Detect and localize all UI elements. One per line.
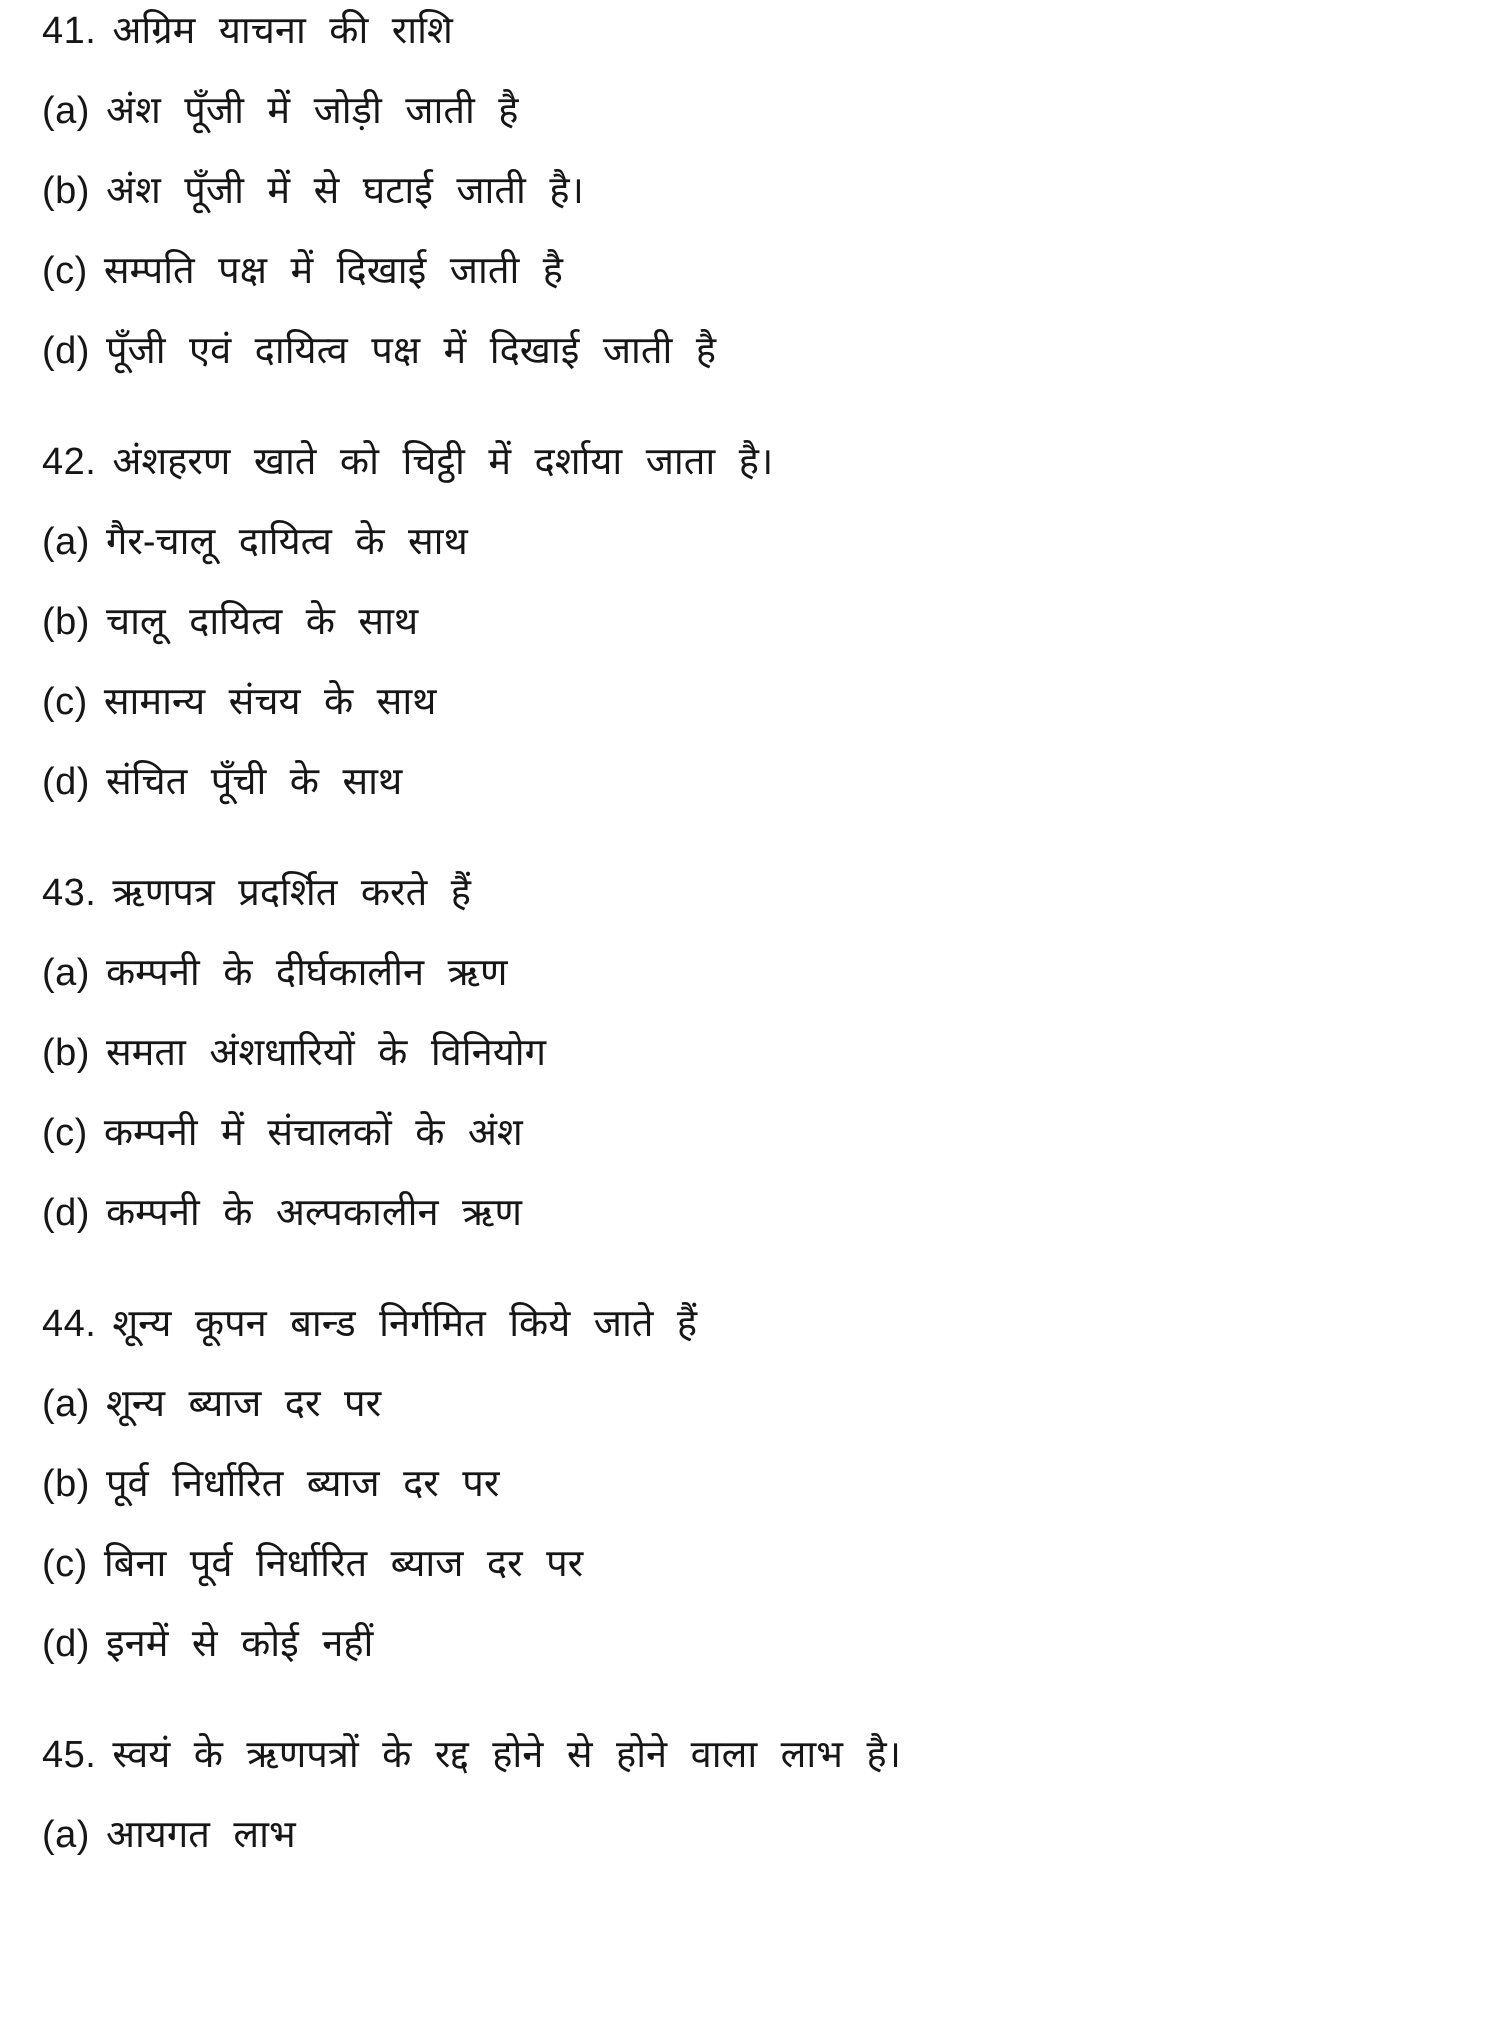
option-label: (c) [42,1112,88,1154]
option-label: (d) [42,330,90,372]
option-label: (a) [42,90,90,132]
question-block [42,439,1465,805]
option-line [42,1461,1465,1507]
question-text: अग्रिम याचना की राशि [112,10,453,52]
option-text: संचित पूँची के साथ [105,761,403,803]
question-block [42,870,1465,1236]
option-text: कम्पनी के अल्पकालीन ऋण [105,1192,522,1234]
question-block [42,1301,1465,1667]
option-line [42,248,1465,294]
option-label: (d) [42,1192,90,1234]
option-line [42,88,1465,134]
question-number: 42. [42,441,97,483]
option-label: (d) [42,1623,90,1665]
option-line [42,759,1465,805]
question-line [42,870,1465,916]
option-line [42,1381,1465,1427]
question-text: अंशहरण खाते को चिट्ठी में दर्शाया जाता है। [112,441,774,483]
option-label: (b) [42,601,90,643]
option-list [42,519,1465,805]
option-text: इनमें से कोई नहीं [105,1623,374,1665]
option-label: (b) [42,1032,90,1074]
option-text: पूँजी एवं दायित्व पक्ष में दिखाई जाती है [105,330,717,372]
option-label: (c) [42,250,88,292]
option-line [42,1812,1465,1858]
option-line [42,1541,1465,1587]
option-text: पूर्व निर्धारित ब्याज दर पर [105,1463,500,1505]
option-list [42,1812,1465,1858]
option-label: (a) [42,1383,90,1425]
option-line [42,599,1465,645]
question-text: शून्य कूपन बान्ड निर्गमित किये जाते हैं [112,1303,698,1345]
option-text: कम्पनी के दीर्घकालीन ऋण [105,952,508,994]
option-label: (c) [42,681,88,723]
option-line [42,1621,1465,1667]
option-text: अंश पूँजी में जोड़ी जाती है [105,90,519,132]
option-label: (b) [42,170,90,212]
question-block [42,1732,1465,1858]
option-label: (a) [42,952,90,994]
option-text: सामान्य संचय के साथ [103,681,437,723]
question-number: 43. [42,872,97,914]
option-text: सम्पति पक्ष में दिखाई जाती है [103,250,563,292]
option-label: (b) [42,1463,90,1505]
option-text: कम्पनी में संचालकों के अंश [103,1112,523,1154]
option-text: समता अंशधारियों के विनियोग [105,1032,547,1074]
option-line [42,1190,1465,1236]
question-line [42,1732,1465,1778]
question-list [42,8,1465,1858]
question-line [42,439,1465,485]
question-number: 45. [42,1734,97,1776]
option-list [42,950,1465,1236]
option-line [42,328,1465,374]
option-line [42,1030,1465,1076]
question-block [42,8,1465,374]
option-text: बिना पूर्व निर्धारित ब्याज दर पर [103,1543,584,1585]
option-text: गैर-चालू दायित्व के साथ [105,521,468,563]
option-list [42,1381,1465,1667]
option-label: (a) [42,1814,90,1856]
option-label: (a) [42,521,90,563]
question-text: स्वयं के ऋणपत्रों के रद्द होने से होने वाला लाभ है। [112,1734,902,1776]
question-number: 41. [42,10,97,52]
option-line [42,1110,1465,1156]
option-text: शून्य ब्याज दर पर [105,1383,382,1425]
option-line [42,168,1465,214]
question-line [42,1301,1465,1347]
option-line [42,519,1465,565]
option-line [42,679,1465,725]
option-line [42,950,1465,996]
question-number: 44. [42,1303,97,1345]
option-text: आयगत लाभ [105,1814,296,1856]
option-list [42,88,1465,374]
option-text: चालू दायित्व के साथ [105,601,419,643]
option-text: अंश पूँजी में से घटाई जाती है। [105,170,584,212]
question-text: ऋणपत्र प्रदर्शित करते हैं [112,872,471,914]
option-label: (c) [42,1543,88,1585]
question-line [42,8,1465,54]
option-label: (d) [42,761,90,803]
